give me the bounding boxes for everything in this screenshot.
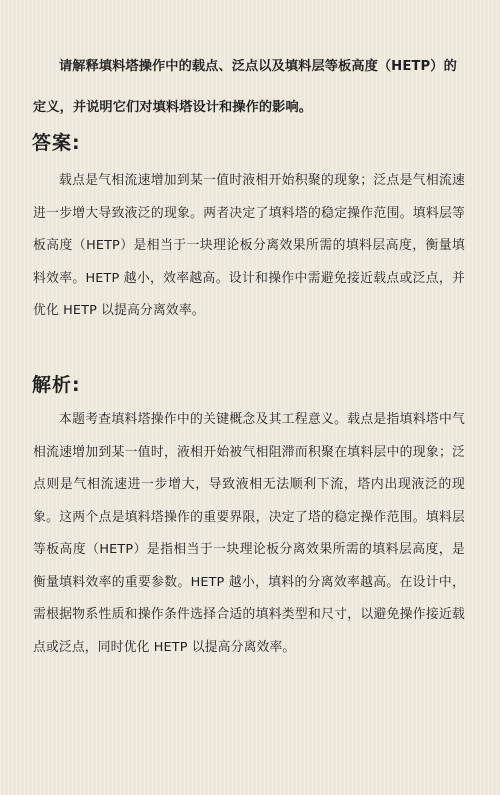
analysis-text: 本题考查填料塔操作中的关键概念及其工程意义。载点是指填料塔中气相流速增加到某一值时，液相开始被气相阻滞而积聚在填料层中的现象；泛点则是气相流速进一步增大，导致液相无法顺利下流，塔内出现液泛的现象。这两个点是填料塔操作的重要界限，决定了塔的稳定操作范围。填料层等板高度（HETP）是指相当于一块理论板分离效果所需的填料层高度，是衡量填料效率的重要参数。HETP 越小，填料的分离效率越高。在设计中，需根据物系性质和操作条件选择合适的填料类型和尺寸，以避免操作接近载点或泛点，同时优化 HETP 以提高分离效率。 xyxy=(33,412,465,655)
answer-text: 载点是气相流速增加到某一值时液相开始积聚的现象；泛点是气相流速进一步增大导致液泛的现象。两者决定了填料塔的稳定操作范围。填料层等板高度（HETP）是相当于一块理论板分离效果所需的填料层高度，衡量填料效率。HETP 越小，效率越高。设计和操作中需避免接近载点或泛点，并优化 HETP 以提高分离效率。 xyxy=(33,173,465,318)
question-text: 请解释填料塔操作中的载点、泛点以及填料层等板高度（HETP）的定义，并说明它们对填料塔设计和操作的影响。 xyxy=(33,59,457,115)
analysis-heading: 解析: xyxy=(32,374,81,396)
answer-heading: 答案: xyxy=(32,132,81,154)
